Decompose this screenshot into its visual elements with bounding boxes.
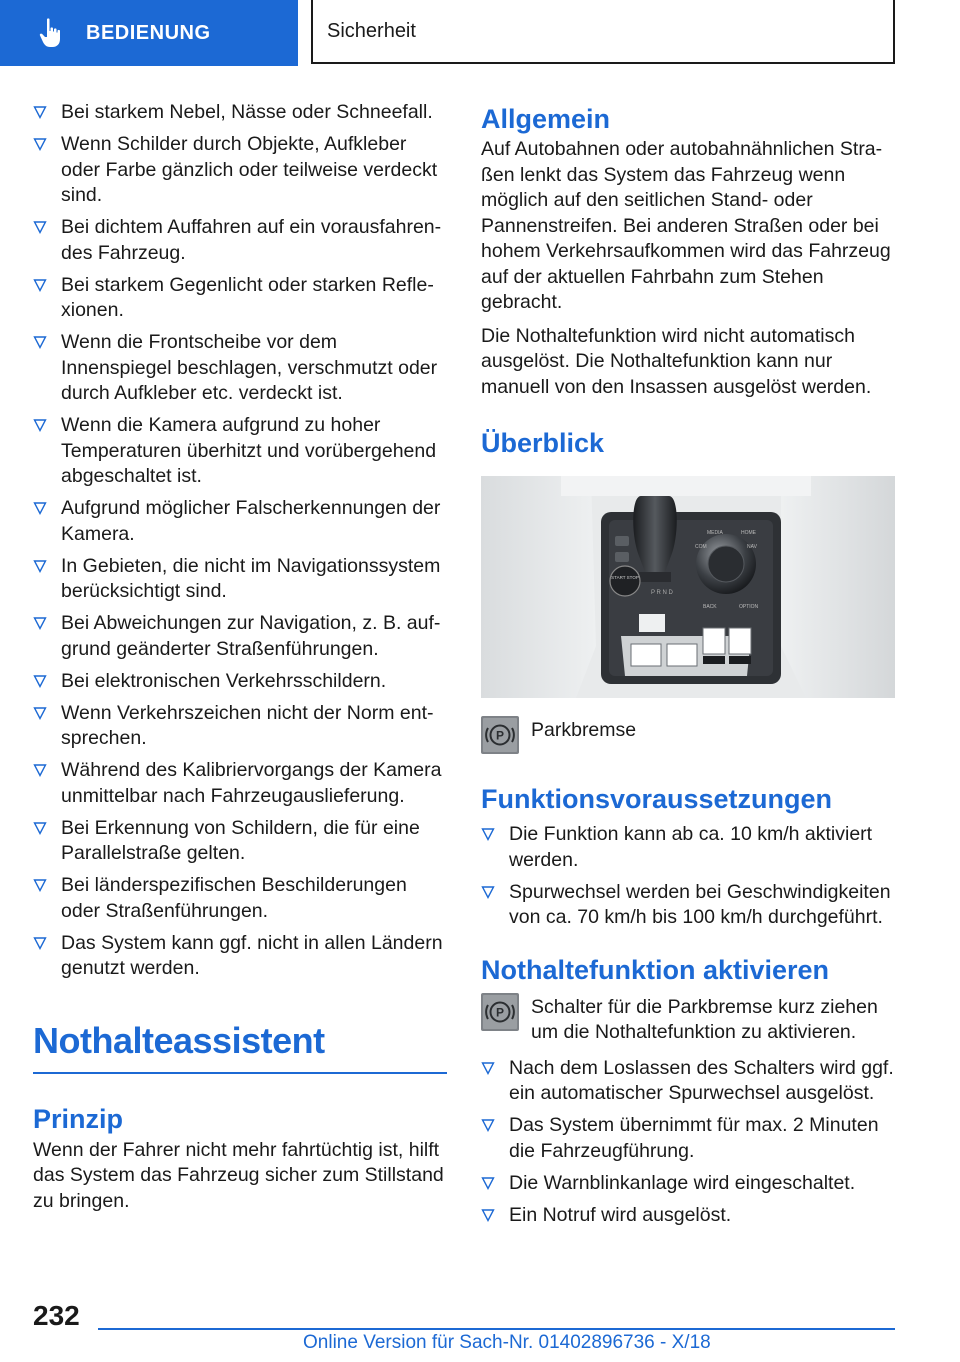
- back-label: BACK: [703, 604, 717, 610]
- start-stop-label: START STOP: [611, 575, 639, 580]
- chapter-label: BEDIENUNG: [86, 21, 211, 44]
- condition-list: [33, 100, 447, 982]
- list-item: [33, 758, 447, 809]
- list-item-text: Bei elektronischen Verkehrsschildern.: [61, 669, 387, 692]
- page-header: [0, 0, 960, 66]
- left-column: [33, 100, 447, 1214]
- nav-label: NAV: [747, 544, 757, 550]
- bullet-triangle-icon: [481, 827, 495, 841]
- funktionsvoraussetzungen-heading: Funktionsvoraussetzungen: [481, 784, 833, 814]
- main-heading: Nothalteassistent: [33, 1020, 447, 1074]
- bullet-triangle-icon: [33, 335, 47, 349]
- list-item-text: Spurwechsel werden bei Geschwindigkeiten von ca. 70 km/h bis 100 km/h durchgeführt.: [509, 880, 891, 928]
- aktivieren-heading: Nothaltefunktion aktivieren: [481, 954, 830, 985]
- center-console-photo: [481, 476, 895, 698]
- footer-version-text: Online Version für Sach-Nr. 01402896736 - X/18: [303, 1332, 711, 1353]
- list-item-text: Das System übernimmt für max. 2 Minuten die Fahrzeugführung.: [509, 1114, 879, 1162]
- bullet-triangle-icon: [33, 220, 47, 234]
- list-item: [33, 816, 447, 867]
- list-item: [33, 496, 447, 547]
- funktions-list: [481, 822, 895, 931]
- list-item: [33, 413, 447, 490]
- list-item: [33, 554, 447, 605]
- footer-divider: [98, 1328, 895, 1330]
- bullet-triangle-icon: [481, 1061, 495, 1075]
- list-item: [481, 822, 895, 873]
- bullet-triangle-icon: [33, 105, 47, 119]
- list-item: [481, 880, 895, 931]
- option-label: OPTION: [739, 604, 759, 610]
- list-item-text: Aufgrund möglicher Falscherkennungen der Kamera.: [61, 497, 441, 545]
- home-label: HOME: [741, 530, 756, 536]
- list-item-text: Bei dichtem Auffahren auf ein vorausfahrendes Fahrzeug.: [61, 216, 442, 264]
- chapter-tab[interactable]: [0, 0, 298, 66]
- bullet-triangle-icon: [481, 1208, 495, 1222]
- media-label: MEDIA: [707, 530, 723, 536]
- list-item-text: Die Funktion kann ab ca. 10 km/h aktiviert werden.: [509, 823, 873, 871]
- bullet-triangle-icon: [33, 137, 47, 151]
- svg-text:P: P: [495, 1005, 505, 1019]
- pointing-hand-icon: [34, 16, 68, 50]
- aktivieren-list: [481, 1056, 895, 1229]
- bullet-triangle-icon: [33, 763, 47, 777]
- list-item-text: Bei Abweichungen zur Navigation, z. B. aufgrund geänderter Straßenführungen.: [61, 612, 441, 660]
- list-item-text: In Gebieten, die nicht im Navigationssystem berücksichtigt sind.: [61, 554, 441, 602]
- list-item-text: Bei länderspezifischen Beschilderungen oder Straßenführungen.: [61, 874, 407, 922]
- list-item-text: Ein Notruf wird ausgelöst.: [509, 1203, 732, 1226]
- allgemein-paragraph-2: Die Nothaltefunktion wird nicht automatisch ausgelöst. Die Nothaltefunktion kann nur manuell von den Insassen ausgelöst werden.: [481, 324, 872, 398]
- bullet-triangle-icon: [481, 1118, 495, 1132]
- aktivieren-text: Schalter für die Parkbremse kurz ziehen um die Nothaltefunktion zu aktivieren.: [531, 995, 878, 1043]
- right-column: [481, 100, 895, 1235]
- bullet-triangle-icon: [33, 559, 47, 573]
- bullet-triangle-icon: [33, 706, 47, 720]
- parkbremse-row: [481, 716, 895, 754]
- list-item: [481, 1203, 895, 1229]
- prinzip-text: Wenn der Fahrer nicht mehr fahrtüchtig ist, hilft das System das Fahrzeug sicher zum Stillstand zu bringen.: [33, 1138, 444, 1212]
- list-item: [481, 1171, 895, 1197]
- prinzip-heading: Prinzip: [33, 1103, 124, 1134]
- aktivieren-row: [481, 993, 895, 1046]
- bullet-triangle-icon: [33, 936, 47, 950]
- bullet-triangle-icon: [33, 878, 47, 892]
- section-title-box: [311, 0, 895, 64]
- bullet-triangle-icon: [481, 885, 495, 899]
- list-item-text: Wenn die Frontscheibe vor dem Innenspiegel beschlagen, verschmutzt oder durch Aufkleber etc. verdeckt ist.: [61, 331, 438, 404]
- list-item-text: Die Warnblinkanlage wird eingeschaltet.: [509, 1171, 856, 1194]
- bullet-triangle-icon: [33, 278, 47, 292]
- list-item: [33, 273, 447, 324]
- bullet-triangle-icon: [33, 501, 47, 515]
- bullet-triangle-icon: [33, 674, 47, 688]
- list-item-text: Wenn Schilder durch Objekte, Aufkleber oder Farbe gänzlich oder teilweise verdeckt sind.: [61, 133, 438, 206]
- list-item: [33, 215, 447, 266]
- list-item-text: Wenn die Kamera aufgrund zu hoher Temperaturen überhitzt und vorübergehend abgeschaltet ist.: [61, 414, 437, 487]
- bullet-triangle-icon: [33, 418, 47, 432]
- section-label: Sicherheit: [327, 19, 416, 42]
- list-item: [33, 701, 447, 752]
- list-item: [481, 1113, 895, 1164]
- page-number: 232: [33, 1300, 80, 1331]
- allgemein-paragraph-1: Auf Autobahnen oder autobahnähnlichen Straßen lenkt das System das Fahrzeug wenn möglich auf den seitlichen Stand- oder Pannenstreifen. Bei anderen Straßen oder bei hohem Verkehrsaufkommen wird das Fahrzeug auf der aktuellen Fahrbahn zum Stehen gebracht.: [481, 138, 891, 313]
- bullet-triangle-icon: [33, 616, 47, 630]
- list-item-text: Wenn Verkehrszeichen nicht der Norm entsprechen.: [61, 701, 434, 749]
- list-item-text: Bei starkem Nebel, Nässe oder Schneefall.: [61, 101, 433, 123]
- list-item: [33, 931, 447, 982]
- list-item: [33, 100, 447, 126]
- parking-brake-icon: [481, 993, 519, 1031]
- list-item-text: Bei starkem Gegenlicht oder starken Reflexionen.: [61, 273, 434, 321]
- svg-text:P: P: [495, 728, 505, 743]
- list-item: [33, 669, 447, 695]
- parking-brake-icon: [481, 716, 519, 754]
- list-item-text: Bei Erkennung von Schildern, die für eine Parallelstraße gelten.: [61, 816, 420, 864]
- bullet-triangle-icon: [481, 1176, 495, 1190]
- list-item: [33, 330, 447, 407]
- list-item-text: Das System kann ggf. nicht in allen Ländern genutzt werden.: [61, 931, 443, 979]
- list-item: [33, 873, 447, 924]
- allgemein-heading: Allgemein: [481, 104, 611, 134]
- list-item: [481, 1056, 895, 1107]
- svg-text:P R N D: P R N D: [651, 590, 673, 596]
- ueberblick-heading: Überblick: [481, 428, 605, 458]
- list-item: [33, 611, 447, 662]
- list-item: [33, 132, 447, 209]
- list-item-text: Nach dem Loslassen des Schalters wird ggf. ein automatischer Spurwechsel ausgelöst.: [509, 1056, 894, 1104]
- com-label: COM: [695, 544, 707, 550]
- list-item-text: Während des Kalibriervorgangs der Kamera unmittelbar nach Fahrzeugauslieferung.: [61, 759, 442, 807]
- parkbremse-label: Parkbremse: [531, 719, 637, 741]
- bullet-triangle-icon: [33, 821, 47, 835]
